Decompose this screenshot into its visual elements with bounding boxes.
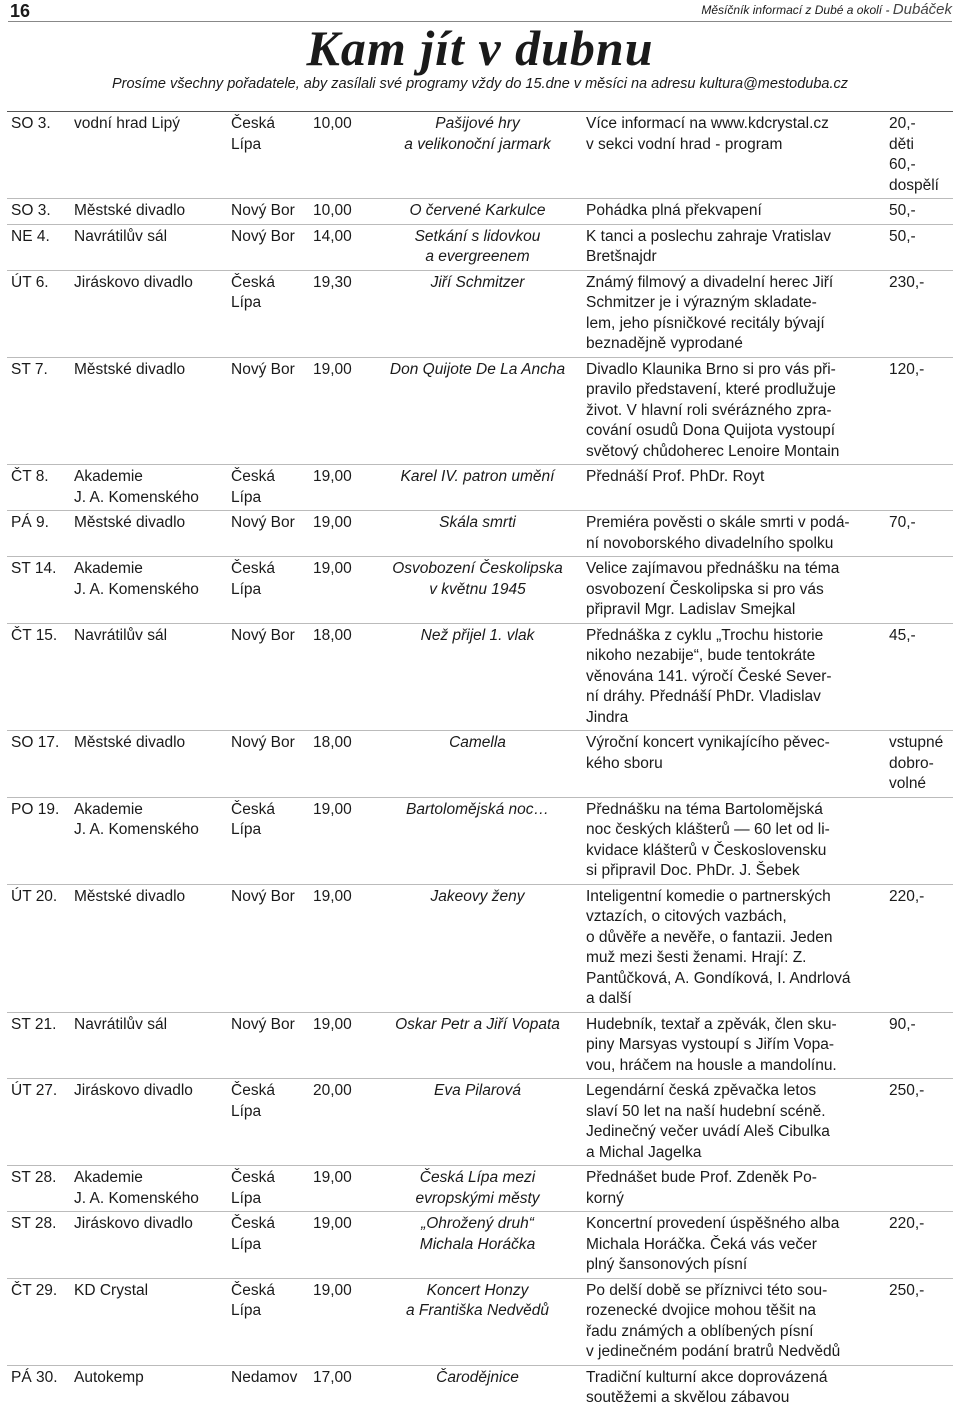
- event-venue: Městské divadlo: [70, 357, 227, 465]
- event-date: NE 4.: [7, 224, 70, 270]
- event-time: 19,00: [309, 1166, 371, 1212]
- event-title: Česká Lípa mezi evropskými městy: [371, 1166, 582, 1212]
- event-venue: Městské divadlo: [70, 511, 227, 557]
- event-title: Eva Pilarová: [371, 1079, 582, 1166]
- event-town: Česká Lípa: [227, 112, 309, 199]
- event-title: Osvobození Českolipska v květnu 1945: [371, 557, 582, 624]
- event-time: 10,00: [309, 112, 371, 199]
- event-title: Pašijové hry a velikonoční jarmark: [371, 112, 582, 199]
- event-price: 90,-: [885, 1012, 953, 1079]
- event-row: [7, 731, 953, 798]
- event-description: Přednáška z cyklu „Trochu historie nikoho nezabije“, bude tentokráte věnována 141. výročí České Sever- ní dráhy. Přednáší PhDr. Vladislav Jindra: [582, 623, 885, 731]
- event-time: 19,00: [309, 511, 371, 557]
- event-time: 18,00: [309, 623, 371, 731]
- event-date: ÚT 6.: [7, 270, 70, 357]
- event-price: [885, 1365, 953, 1411]
- event-date: PO 19.: [7, 797, 70, 884]
- event-description: Známý filmový a divadelní herec Jiří Schmitzer je i výrazným skladate- lem, jeho písničkové recitály bývají beznadějně vyprodané: [582, 270, 885, 357]
- event-price: 230,-: [885, 270, 953, 357]
- event-date: ST 14.: [7, 557, 70, 624]
- event-venue: Navrátilův sál: [70, 1012, 227, 1079]
- event-town: Česká Lípa: [227, 797, 309, 884]
- event-title: Jakeovy ženy: [371, 884, 582, 1012]
- publication-label: Měsíčník informací z Dubé a okolí -: [701, 3, 893, 17]
- event-town: Nový Bor: [227, 224, 309, 270]
- event-venue: Jiráskovo divadlo: [70, 1079, 227, 1166]
- event-row: [7, 199, 953, 225]
- event-row: [7, 112, 953, 199]
- event-price: 250,-: [885, 1278, 953, 1365]
- event-town: Nový Bor: [227, 884, 309, 1012]
- event-time: 19,00: [309, 1278, 371, 1365]
- event-row: [7, 1278, 953, 1365]
- event-row: [7, 1012, 953, 1079]
- event-title: Karel IV. patron umění: [371, 465, 582, 511]
- event-town: Česká Lípa: [227, 1278, 309, 1365]
- event-title: „Ohrožený druh“ Michala Horáčka: [371, 1212, 582, 1279]
- event-venue: Akademie J. A. Komenského: [70, 1166, 227, 1212]
- event-date: ÚT 20.: [7, 884, 70, 1012]
- event-description: Inteligentní komedie o partnerských vztazích, o citových vazbách, o důvěře a nevěře, o fantazii. Jeden muž mezi šesti ženami. Hrají: Z. Pantůčková, A. Gondíková, I. Andrlová a další: [582, 884, 885, 1012]
- event-time: 19,30: [309, 270, 371, 357]
- event-row: [7, 357, 953, 465]
- event-venue: KD Crystal: [70, 1278, 227, 1365]
- events-table: [7, 111, 953, 1411]
- event-time: 18,00: [309, 731, 371, 798]
- event-row: [7, 1365, 953, 1411]
- event-price: 50,-: [885, 199, 953, 225]
- event-town: Nový Bor: [227, 357, 309, 465]
- page-title: Kam jít v dubnu: [306, 20, 654, 76]
- publication-brand: Dubáček: [892, 1, 952, 18]
- event-date: SO 3.: [7, 112, 70, 199]
- event-description: Pohádka plná překvapení: [582, 199, 885, 225]
- event-time: 19,00: [309, 884, 371, 1012]
- event-description: Koncertní provedení úspěšného alba Michala Horáčka. Čeká vás večer plný šansonových písní: [582, 1212, 885, 1279]
- event-date: ÚT 27.: [7, 1079, 70, 1166]
- event-title: Koncert Honzy a Františka Nedvědů: [371, 1278, 582, 1365]
- events-body: [7, 112, 953, 1411]
- event-town: Nový Bor: [227, 511, 309, 557]
- event-title: O červené Karkulce: [371, 199, 582, 225]
- event-venue: Akademie J. A. Komenského: [70, 465, 227, 511]
- event-row: [7, 623, 953, 731]
- event-venue: vodní hrad Lipý: [70, 112, 227, 199]
- event-venue: Městské divadlo: [70, 731, 227, 798]
- event-venue: Akademie J. A. Komenského: [70, 797, 227, 884]
- event-date: ST 21.: [7, 1012, 70, 1079]
- event-town: Česká Lípa: [227, 1166, 309, 1212]
- event-price: 220,-: [885, 1212, 953, 1279]
- event-row: [7, 465, 953, 511]
- event-date: PÁ 9.: [7, 511, 70, 557]
- event-price: 220,-: [885, 884, 953, 1012]
- event-description: Po delší době se příznivci této sou- rozenecké dvojice mohou těšit na řadu známých a oblíbených písní v jedinečném podání bratrů Nedvědů: [582, 1278, 885, 1365]
- event-price: 250,-: [885, 1079, 953, 1166]
- event-description: Přednášet bude Prof. Zdeněk Po- korný: [582, 1166, 885, 1212]
- page-number: 16: [10, 1, 31, 21]
- event-venue: Navrátilův sál: [70, 623, 227, 731]
- event-price: [885, 1166, 953, 1212]
- event-date: ČT 8.: [7, 465, 70, 511]
- event-title: Bartolomějská noc…: [371, 797, 582, 884]
- event-description: Velice zajímavou přednášku na téma osvobození Českolipska si pro vás připravil Mgr. Ladislav Smejkal: [582, 557, 885, 624]
- event-description: Legendární česká zpěvačka letos slaví 50 let na naší hudební scéně. Jedinečný večer uvádí Aleš Cibulka a Michal Jagelka: [582, 1079, 885, 1166]
- event-time: 19,00: [309, 465, 371, 511]
- event-town: Česká Lípa: [227, 270, 309, 357]
- page-subtitle: Prosíme všechny pořadatele, aby zasílali své programy vždy do 15.dne v měsíci na adresu kultura@mestoduba.cz: [111, 76, 849, 92]
- event-description: Přednáší Prof. PhDr. Royt: [582, 465, 885, 511]
- event-time: 17,00: [309, 1365, 371, 1411]
- event-row: [7, 1212, 953, 1279]
- event-town: Nový Bor: [227, 199, 309, 225]
- event-description: Divadlo Klaunika Brno si pro vás při- pravilo představení, které prodlužuje život. V hlavní roli svérázného zpra- cování osudů Dona Quijota vystoupí světový chůdoherec Lenoire Montain: [582, 357, 885, 465]
- event-town: Nový Bor: [227, 1012, 309, 1079]
- event-date: SO 17.: [7, 731, 70, 798]
- event-venue: Akademie J. A. Komenského: [70, 557, 227, 624]
- event-title: Camella: [371, 731, 582, 798]
- event-venue: Jiráskovo divadlo: [70, 1212, 227, 1279]
- event-time: 19,00: [309, 557, 371, 624]
- event-row: [7, 557, 953, 624]
- event-title: Skála smrti: [371, 511, 582, 557]
- event-venue: Městské divadlo: [70, 884, 227, 1012]
- event-row: [7, 511, 953, 557]
- event-town: Česká Lípa: [227, 465, 309, 511]
- event-venue: Městské divadlo: [70, 199, 227, 225]
- event-date: ČT 15.: [7, 623, 70, 731]
- event-description: Tradiční kulturní akce doprovázená soutěžemi a skvělou zábavou: [582, 1365, 885, 1411]
- event-description: K tanci a poslechu zahraje Vratislav Bretšnajdr: [582, 224, 885, 270]
- event-price: vstupné dobro- volné: [885, 731, 953, 798]
- publication-name: [701, 1, 952, 18]
- event-description: Výroční koncert vynikajícího pěvec- kého sboru: [582, 731, 885, 798]
- event-description: Přednášku na téma Bartolomějská noc českých klášterů — 60 let od li- kvidace klášterů v Československu si připravil Doc. PhDr. J. Šebek: [582, 797, 885, 884]
- event-date: ST 28.: [7, 1166, 70, 1212]
- event-title: Než přijel 1. vlak: [371, 623, 582, 731]
- event-date: PÁ 30.: [7, 1365, 70, 1411]
- event-price: [885, 557, 953, 624]
- event-venue: Jiráskovo divadlo: [70, 270, 227, 357]
- event-description: Hudebník, textař a zpěvák, člen sku- piny Marsyas vystoupí s Jiřím Vopa- vou, hráčem na housle a mandolínu.: [582, 1012, 885, 1079]
- event-title: Jiří Schmitzer: [371, 270, 582, 357]
- event-town: Česká Lípa: [227, 1079, 309, 1166]
- event-town: Nedamov: [227, 1365, 309, 1411]
- event-title: Čarodějnice: [371, 1365, 582, 1411]
- event-title: Oskar Petr a Jiří Vopata: [371, 1012, 582, 1079]
- event-time: 19,00: [309, 797, 371, 884]
- event-price: 50,-: [885, 224, 953, 270]
- event-time: 19,00: [309, 1212, 371, 1279]
- event-date: SO 3.: [7, 199, 70, 225]
- event-price: 120,-: [885, 357, 953, 465]
- event-row: [7, 270, 953, 357]
- event-price: 20,- děti 60,- dospělí: [885, 112, 953, 199]
- event-time: 10,00: [309, 199, 371, 225]
- event-price: 45,-: [885, 623, 953, 731]
- event-row: [7, 797, 953, 884]
- event-town: Česká Lípa: [227, 557, 309, 624]
- event-description: Premiéra pověsti o skále smrti v podá- ní novoborského divadelního spolku: [582, 511, 885, 557]
- event-row: [7, 1079, 953, 1166]
- event-time: 20,00: [309, 1079, 371, 1166]
- event-price: [885, 797, 953, 884]
- event-row: [7, 884, 953, 1012]
- event-row: [7, 224, 953, 270]
- event-date: ST 7.: [7, 357, 70, 465]
- event-title: Don Quijote De La Ancha: [371, 357, 582, 465]
- event-row: [7, 1166, 953, 1212]
- event-town: Česká Lípa: [227, 1212, 309, 1279]
- event-town: Nový Bor: [227, 731, 309, 798]
- event-price: 70,-: [885, 511, 953, 557]
- event-date: ČT 29.: [7, 1278, 70, 1365]
- event-venue: Autokemp: [70, 1365, 227, 1411]
- event-venue: Navrátilův sál: [70, 224, 227, 270]
- event-title: Setkání s lidovkou a evergreenem: [371, 224, 582, 270]
- event-price: [885, 465, 953, 511]
- event-time: 14,00: [309, 224, 371, 270]
- event-date: ST 28.: [7, 1212, 70, 1279]
- event-time: 19,00: [309, 1012, 371, 1079]
- event-description: Více informací na www.kdcrystal.cz v sekci vodní hrad - program: [582, 112, 885, 199]
- event-town: Nový Bor: [227, 623, 309, 731]
- event-time: 19,00: [309, 357, 371, 465]
